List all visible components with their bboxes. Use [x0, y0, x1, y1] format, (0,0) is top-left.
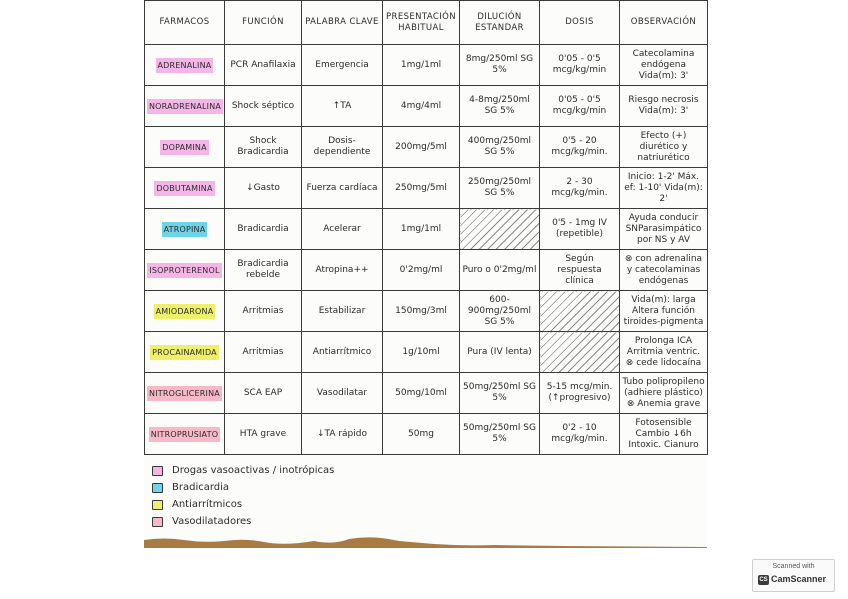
table-row — [145, 86, 708, 127]
palabra-clave-cell: Vasodilatar — [302, 373, 383, 414]
table-row — [145, 209, 708, 250]
table-row — [145, 414, 708, 455]
camscanner-logo-icon: CS — [759, 577, 768, 583]
presentacion-cell: 250mg/5ml — [383, 168, 460, 209]
drug-name-cell — [145, 45, 225, 86]
observacion-cell: Inicio: 1-2' Máx. ef: 1-10' Vida(m): 2' — [620, 168, 708, 209]
presentacion-cell: 1mg/1ml — [383, 45, 460, 86]
table-row — [145, 373, 708, 414]
dilucion-cell: 8mg/250ml SG 5% — [460, 45, 540, 86]
legend-item — [152, 496, 334, 513]
palabra-clave-cell: Estabilizar — [302, 291, 383, 332]
funcion-cell: Bradicardia rebelde — [225, 250, 302, 291]
legend-swatch-vasodilator — [152, 517, 163, 527]
drug-name: DOBUTAMINA — [154, 181, 214, 196]
dilucion-cell: Pura (IV lenta) — [460, 332, 540, 373]
observacion-cell: Vida(m): larga Altera función tiroides-pigmenta — [620, 291, 708, 332]
header-dosis: DOSIS — [540, 1, 620, 45]
camscanner-watermark — [752, 559, 835, 592]
funcion-cell: ↓Gasto — [225, 168, 302, 209]
palabra-clave-cell: Emergencia — [302, 45, 383, 86]
presentacion-cell: 1g/10ml — [383, 332, 460, 373]
drug-name-cell — [145, 332, 225, 373]
palabra-clave-cell: Dosis-dependiente — [302, 127, 383, 168]
drug-name-cell — [145, 168, 225, 209]
palabra-clave-cell: ↓TA rápido — [302, 414, 383, 455]
legend-swatch-antiarrhythmic — [152, 500, 163, 510]
presentacion-cell: 1mg/1ml — [383, 209, 460, 250]
funcion-cell: SCA EAP — [225, 373, 302, 414]
drug-name: NITROGLICERINA — [147, 386, 222, 401]
drug-name: ADRENALINA — [156, 58, 214, 73]
dosis-cell: 0'5 - 20 mcg/kg/min. — [540, 127, 620, 168]
drug-name-cell — [145, 127, 225, 168]
dosis-cell — [540, 291, 620, 332]
header-farmacos: FARMACOS — [145, 1, 225, 45]
dilucion-cell: 250mg/250ml SG 5% — [460, 168, 540, 209]
funcion-cell: HTA grave — [225, 414, 302, 455]
legend-item — [152, 462, 334, 479]
table-row — [145, 127, 708, 168]
observacion-cell: Ayuda conducir SNParasimpático por NS y AV — [620, 209, 708, 250]
presentacion-cell: 50mg/10ml — [383, 373, 460, 414]
color-legend — [152, 462, 334, 530]
dilucion-cell: 4-8mg/250ml SG 5% — [460, 86, 540, 127]
table-row — [145, 250, 708, 291]
drug-name-cell — [145, 86, 225, 127]
dosis-cell: 5-15 mcg/min. (↑progresivo) — [540, 373, 620, 414]
drug-name: NORADRENALINA — [147, 99, 223, 114]
dosis-cell: 0'5 - 1mg IV (repetible) — [540, 209, 620, 250]
dilucion-cell: 400mg/250ml SG 5% — [460, 127, 540, 168]
funcion-cell: Shock Bradicardia — [225, 127, 302, 168]
dosis-cell: 2 - 30 mcg/kg/min. — [540, 168, 620, 209]
legend-item — [152, 479, 334, 496]
drug-name: ISOPROTERENOL — [147, 263, 221, 278]
dosis-cell: 0'05 - 0'5 mcg/kg/min — [540, 45, 620, 86]
dosis-cell: 0'2 - 10 mcg/kg/min. — [540, 414, 620, 455]
legend-swatch-bradicardia — [152, 483, 163, 493]
palabra-clave-cell: Fuerza cardíaca — [302, 168, 383, 209]
drug-name-cell — [145, 291, 225, 332]
legend-label: Antiarrítmicos — [172, 499, 243, 510]
observacion-cell: ⊗ con adrenalina y catecolaminas endógenas — [620, 250, 708, 291]
header-palabra-clave: PALABRA CLAVE — [302, 1, 383, 45]
drug-name: ATROPINA — [162, 222, 208, 237]
observacion-cell: Riesgo necrosis Vida(m): 3' — [620, 86, 708, 127]
funcion-cell: Arritmias — [225, 332, 302, 373]
funcion-cell: PCR Anafilaxia — [225, 45, 302, 86]
dosis-cell: 0'05 - 0'5 mcg/kg/min — [540, 86, 620, 127]
dilucion-cell: 50mg/250ml SG 5% — [460, 373, 540, 414]
funcion-cell: Arritmias — [225, 291, 302, 332]
dilucion-cell: 600-900mg/250ml SG 5% — [460, 291, 540, 332]
drug-name: NITROPRUSIATO — [149, 427, 220, 442]
table-row — [145, 291, 708, 332]
drug-table — [144, 0, 708, 455]
torn-edge — [144, 536, 707, 548]
header-funcion: FUNCIÓN — [225, 1, 302, 45]
dilucion-cell — [460, 209, 540, 250]
observacion-cell: Tubo polipropileno (adhiere plástico) ⊗ Anemia grave — [620, 373, 708, 414]
drug-name-cell — [145, 209, 225, 250]
presentacion-cell: 50mg — [383, 414, 460, 455]
header-observacion: OBSERVACIÓN — [620, 1, 708, 45]
observacion-cell: Prolonga ICA Arritmia ventric. ⊗ cede lidocaína — [620, 332, 708, 373]
observacion-cell: Catecolamina endógena Vida(m): 3' — [620, 45, 708, 86]
dilucion-cell: Puro o 0'2mg/ml — [460, 250, 540, 291]
presentacion-cell: 150mg/3ml — [383, 291, 460, 332]
table-row — [145, 45, 708, 86]
presentacion-cell: 0'2mg/ml — [383, 250, 460, 291]
palabra-clave-cell: Acelerar — [302, 209, 383, 250]
presentacion-cell: 200mg/5ml — [383, 127, 460, 168]
table-row — [145, 168, 708, 209]
legend-label: Bradicardia — [172, 482, 230, 493]
funcion-cell: Shock séptico — [225, 86, 302, 127]
drug-name-cell — [145, 373, 225, 414]
scanned-sheet — [144, 0, 707, 548]
watermark-brand: CamScanner — [771, 574, 827, 584]
table-header-row — [145, 1, 708, 45]
legend-label: Drogas vasoactivas / inotrópicas — [172, 465, 335, 476]
dosis-cell: Según respuesta clínica — [540, 250, 620, 291]
funcion-cell: Bradicardia — [225, 209, 302, 250]
palabra-clave-cell: ↑TA — [302, 86, 383, 127]
table-row — [145, 332, 708, 373]
dilucion-cell: 50mg/250ml SG 5% — [460, 414, 540, 455]
palabra-clave-cell: Antiarrítmico — [302, 332, 383, 373]
header-dilucion: DILUCIÓN ESTANDAR — [460, 1, 540, 45]
legend-item — [152, 513, 334, 530]
observacion-cell: Fotosensible Cambio ↓6h Intoxic. Cianuro — [620, 414, 708, 455]
header-presentacion: PRESENTACIÓN HABITUAL — [383, 1, 460, 45]
legend-label: Vasodilatadores — [172, 516, 252, 527]
drug-name: PROCAINAMIDA — [150, 345, 219, 360]
presentacion-cell: 4mg/4ml — [383, 86, 460, 127]
observacion-cell: Efecto (+) diurético y natriurético — [620, 127, 708, 168]
drug-name-cell — [145, 414, 225, 455]
drug-name: AMIODARONA — [154, 304, 216, 319]
dosis-cell — [540, 332, 620, 373]
palabra-clave-cell: Atropina++ — [302, 250, 383, 291]
drug-name-cell — [145, 250, 225, 291]
legend-swatch-vasoactive — [152, 466, 163, 476]
drug-name: DOPAMINA — [160, 140, 209, 155]
watermark-caption: Scanned with — [772, 563, 815, 570]
